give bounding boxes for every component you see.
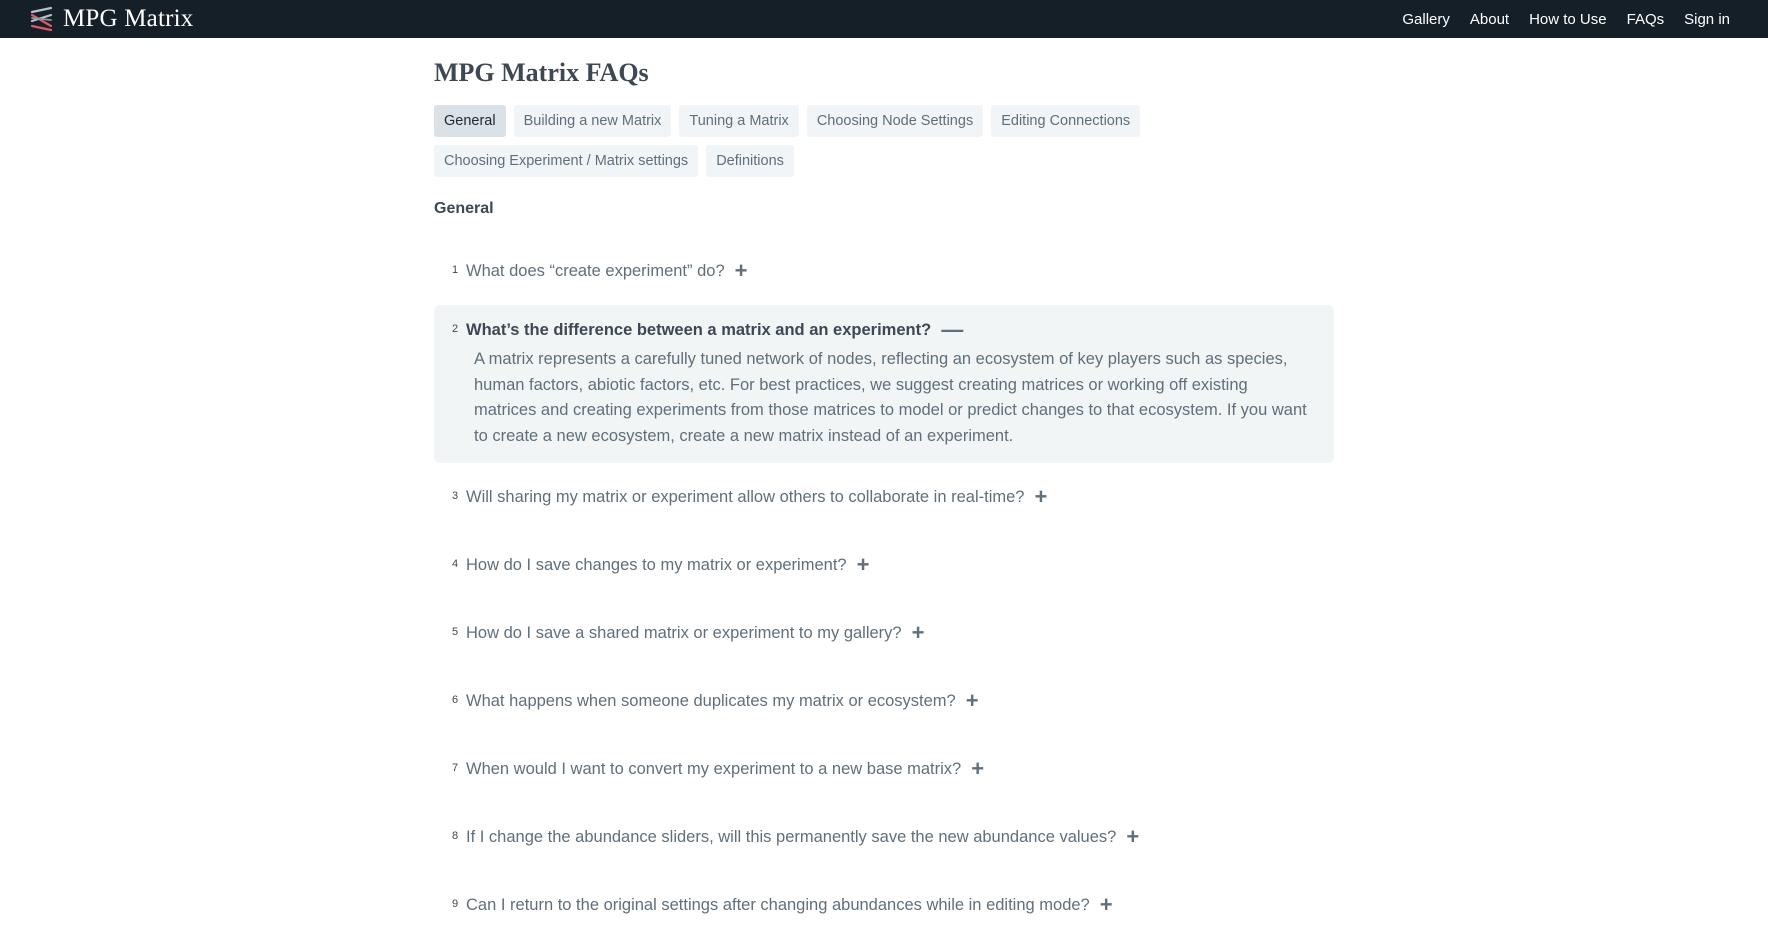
expand-plus-icon[interactable]: + [1126, 824, 1140, 849]
faq-question: How do I save a shared matrix or experiment to my gallery? [466, 623, 902, 642]
faq-question-row[interactable] [452, 735, 1316, 803]
nav-gallery-link[interactable]: Gallery [1402, 10, 1450, 28]
nav-how-to-use-link[interactable]: How to Use [1529, 10, 1607, 28]
nav-sign-in-link[interactable]: Sign in [1684, 10, 1730, 28]
mpg-logo-icon [29, 6, 55, 32]
faq-number: 8 [452, 830, 459, 842]
faq-category-tabs [434, 105, 1214, 177]
collapse-minus-icon[interactable]: — [941, 317, 964, 342]
expand-plus-icon[interactable]: + [911, 620, 925, 645]
faq-item[interactable] [434, 803, 1334, 871]
faq-item-expanded[interactable] [434, 305, 1334, 463]
tab-general[interactable]: General [434, 105, 506, 137]
faq-item[interactable] [434, 735, 1334, 803]
faq-number: 2 [452, 323, 459, 335]
tab-building-new-matrix[interactable]: Building a new Matrix [514, 105, 672, 137]
expand-plus-icon[interactable]: + [734, 258, 748, 283]
faq-item[interactable] [434, 463, 1334, 531]
expand-plus-icon[interactable]: + [965, 688, 979, 713]
faq-question: What happens when someone duplicates my matrix or ecosystem? [466, 691, 956, 710]
faq-item[interactable] [434, 531, 1334, 599]
faq-question: Will sharing my matrix or experiment allow others to collaborate in real-time? [466, 487, 1025, 506]
section-title: General [434, 200, 494, 217]
faq-question-row[interactable] [452, 599, 1316, 667]
faq-item[interactable] [434, 599, 1334, 667]
faq-question-row[interactable] [452, 463, 1316, 531]
faq-list [434, 237, 1334, 939]
faq-answer: A matrix represents a carefully tuned network of nodes, reflecting an ecosystem of key players such as species, human factors, abiotic factors, etc. For best practices, we suggest creating matrices or working off existing matrices and creating experiments from those matrices to model or predict changes to that ecosystem. If you want to create a new ecosystem, create a new matrix instead of an experiment. [474, 350, 1307, 445]
expand-plus-icon[interactable]: + [971, 756, 985, 781]
expand-plus-icon[interactable]: + [1034, 484, 1048, 509]
faq-question: Can I return to the original settings after changing abundances while in editing mode? [466, 895, 1090, 914]
faq-number: 7 [452, 762, 459, 774]
expand-plus-icon[interactable]: + [856, 552, 870, 577]
faq-question-row[interactable] [452, 237, 1316, 305]
main-nav [1402, 0, 1730, 38]
faq-question-row[interactable] [452, 871, 1316, 939]
faq-item[interactable] [434, 667, 1334, 735]
tab-choosing-node-settings[interactable]: Choosing Node Settings [807, 105, 983, 137]
tab-definitions[interactable]: Definitions [706, 145, 794, 177]
faq-question-row[interactable] [452, 667, 1316, 735]
faq-number: 6 [452, 694, 459, 706]
faq-number: 1 [452, 264, 459, 276]
faq-number: 3 [452, 490, 459, 502]
expand-plus-icon[interactable]: + [1099, 892, 1113, 917]
faq-number: 9 [452, 898, 459, 910]
brand-name: MPG Matrix [63, 5, 194, 32]
brand-logo-link[interactable] [29, 4, 193, 34]
nav-faqs-link[interactable]: FAQs [1626, 10, 1665, 28]
faq-question: How do I save changes to my matrix or experiment? [466, 555, 847, 574]
tab-tuning-matrix[interactable]: Tuning a Matrix [679, 105, 798, 137]
faq-question: What’s the difference between a matrix and an experiment? [466, 320, 932, 339]
faq-question-row[interactable] [452, 317, 1316, 343]
faq-question-row[interactable] [452, 803, 1316, 871]
top-navbar [0, 0, 1768, 38]
tab-editing-connections[interactable]: Editing Connections [991, 105, 1140, 137]
nav-about-link[interactable]: About [1469, 10, 1510, 28]
main-content [434, 38, 1334, 939]
faq-question: If I change the abundance sliders, will this permanently save the new abundance values? [466, 827, 1117, 846]
faq-item[interactable] [434, 871, 1334, 939]
tab-experiment-matrix-settings[interactable]: Choosing Experiment / Matrix settings [434, 145, 698, 177]
faq-number: 5 [452, 626, 459, 638]
faq-item[interactable] [434, 237, 1334, 305]
faq-number: 4 [452, 558, 459, 570]
faq-question: What does “create experiment” do? [466, 261, 725, 280]
page-title: MPG Matrix FAQs [434, 58, 649, 87]
faq-question-row[interactable] [452, 531, 1316, 599]
faq-question: When would I want to convert my experiment to a new base matrix? [466, 759, 962, 778]
